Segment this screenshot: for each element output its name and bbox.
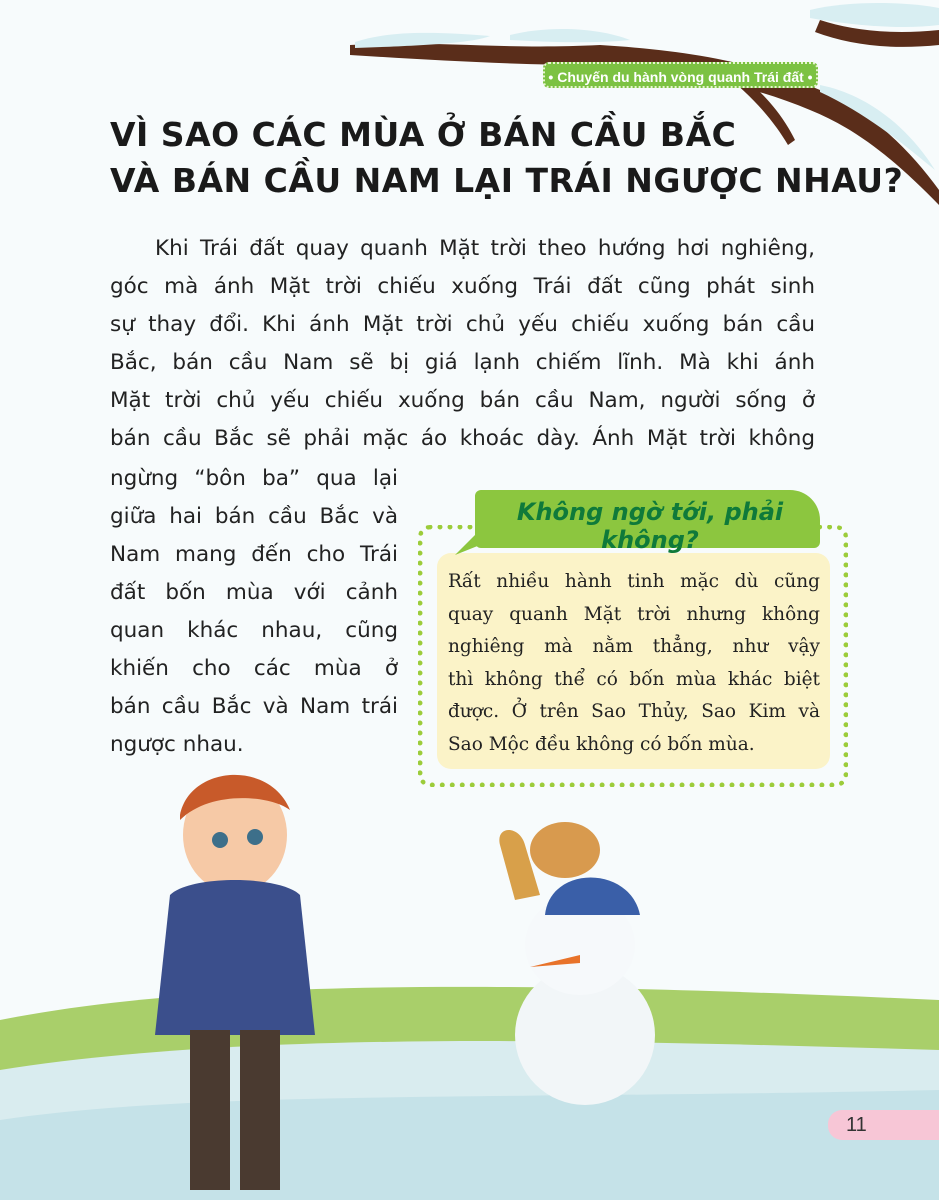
body-paragraph <box>110 230 815 458</box>
series-tag: • Chuyến du hành vòng quanh Trái đất • <box>543 62 818 88</box>
body-line: Nam mang đến cho Trái <box>110 542 398 567</box>
body-line: đất bốn mùa với cảnh <box>110 580 398 605</box>
title-line-2: VÀ BÁN CẦU NAM LẠI TRÁI NGƯỢC NHAU? <box>110 161 904 200</box>
body-line: bán cầu Bắc và Nam trái <box>110 694 398 719</box>
title-line-1: VÌ SAO CÁC MÙA Ở BÁN CẦU BẮC <box>110 115 737 154</box>
page-title <box>110 112 903 204</box>
factbox-heading: Không ngờ tới, phải không? <box>516 498 784 554</box>
fact-line: quay quanh Mặt trời nhưng không <box>448 603 820 625</box>
body-line: bán cầu Bắc sẽ phải mặc áo khoác dày. Ánh Mặt trời không <box>110 426 815 451</box>
body-line: ngừng “bôn ba” qua lại <box>110 466 398 491</box>
body-column <box>110 460 398 764</box>
fact-line: Rất nhiều hành tinh mặc dù cũng <box>448 571 820 592</box>
body-line: Bắc, bán cầu Nam sẽ bị giá lạnh chiếm lĩnh. Mà khi ánh <box>110 350 815 375</box>
fact-line: Sao Mộc đều không có bốn mùa. <box>448 733 755 755</box>
factbox-text <box>448 566 820 761</box>
fact-line: thì không thể có bốn mùa khác biệt <box>448 668 820 690</box>
body-line: ngược nhau. <box>110 732 244 757</box>
fact-line: nghiêng mà nằm thẳng, như vậy <box>448 636 820 657</box>
body-line: sự thay đổi. Khi ánh Mặt trời chủ yếu chiếu xuống bán cầu <box>110 312 815 337</box>
body-line: giữa hai bán cầu Bắc và <box>110 504 398 529</box>
snowman-illustration <box>490 805 690 1115</box>
boy-illustration <box>150 765 320 1200</box>
body-line: góc mà ánh Mặt trời chiếu xuống Trái đất cũng phát sinh <box>110 274 815 299</box>
body-line: Khi Trái đất quay quanh Mặt trời theo hướng hơi nghiêng, <box>110 236 815 261</box>
fact-line: được. Ở trên Sao Thủy, Sao Kim và <box>448 701 820 722</box>
body-line: Mặt trời chủ yếu chiếu xuống bán cầu Nam, người sống ở <box>110 388 815 413</box>
winter-ground-illustration <box>0 980 939 1200</box>
body-line: khiến cho các mùa ở <box>110 656 398 681</box>
body-line: quan khác nhau, cũng <box>110 618 398 643</box>
page-number: 11 <box>828 1110 939 1140</box>
